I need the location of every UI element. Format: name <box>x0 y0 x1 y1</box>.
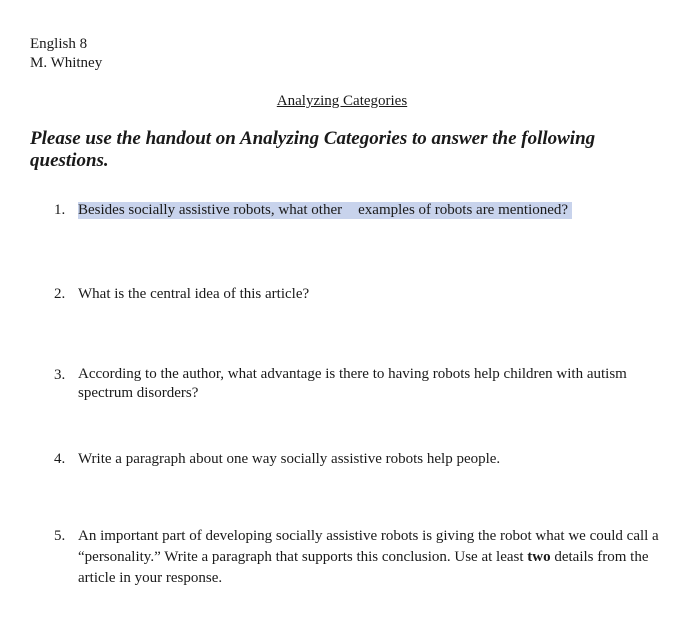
question-text <box>78 200 658 221</box>
question-text-part: Besides socially assistive robots, what other <box>78 202 343 218</box>
teacher-name: M. Whitney <box>30 55 103 71</box>
question-number: 2. <box>54 286 66 302</box>
selected-text-highlight[interactable] <box>78 202 572 219</box>
question-text <box>78 365 658 403</box>
question-text-part: An important part of developing socially assistive robots is giving the robot what we could call a “personality.” Write a paragraph that supports this conclusion. Use at least <box>78 528 659 565</box>
question-text-part: details from the article in your response. <box>78 549 649 586</box>
question-text <box>78 526 663 589</box>
question-number: 5. <box>54 528 66 544</box>
question-text-part: According to the author, what advantage is there to having robots help children with autism <box>78 366 627 382</box>
question-number: 4. <box>54 451 66 467</box>
question-text: Write a paragraph about one way socially assistive robots help people. <box>78 451 501 467</box>
question-text-part: spectrum disorders? <box>78 385 199 401</box>
question-number: 3. <box>54 367 66 383</box>
question-text-part: examples of robots are mentioned? <box>358 202 569 218</box>
emphasis-text: two <box>527 549 551 565</box>
question-number: 1. <box>54 202 66 218</box>
document-title: Analyzing Categories <box>276 93 408 109</box>
question-text: What is the central idea of this article? <box>78 286 310 302</box>
instructions: Please use the handout on Analyzing Categories to answer the following questions. <box>30 128 596 171</box>
course-name: English 8 <box>30 36 88 52</box>
